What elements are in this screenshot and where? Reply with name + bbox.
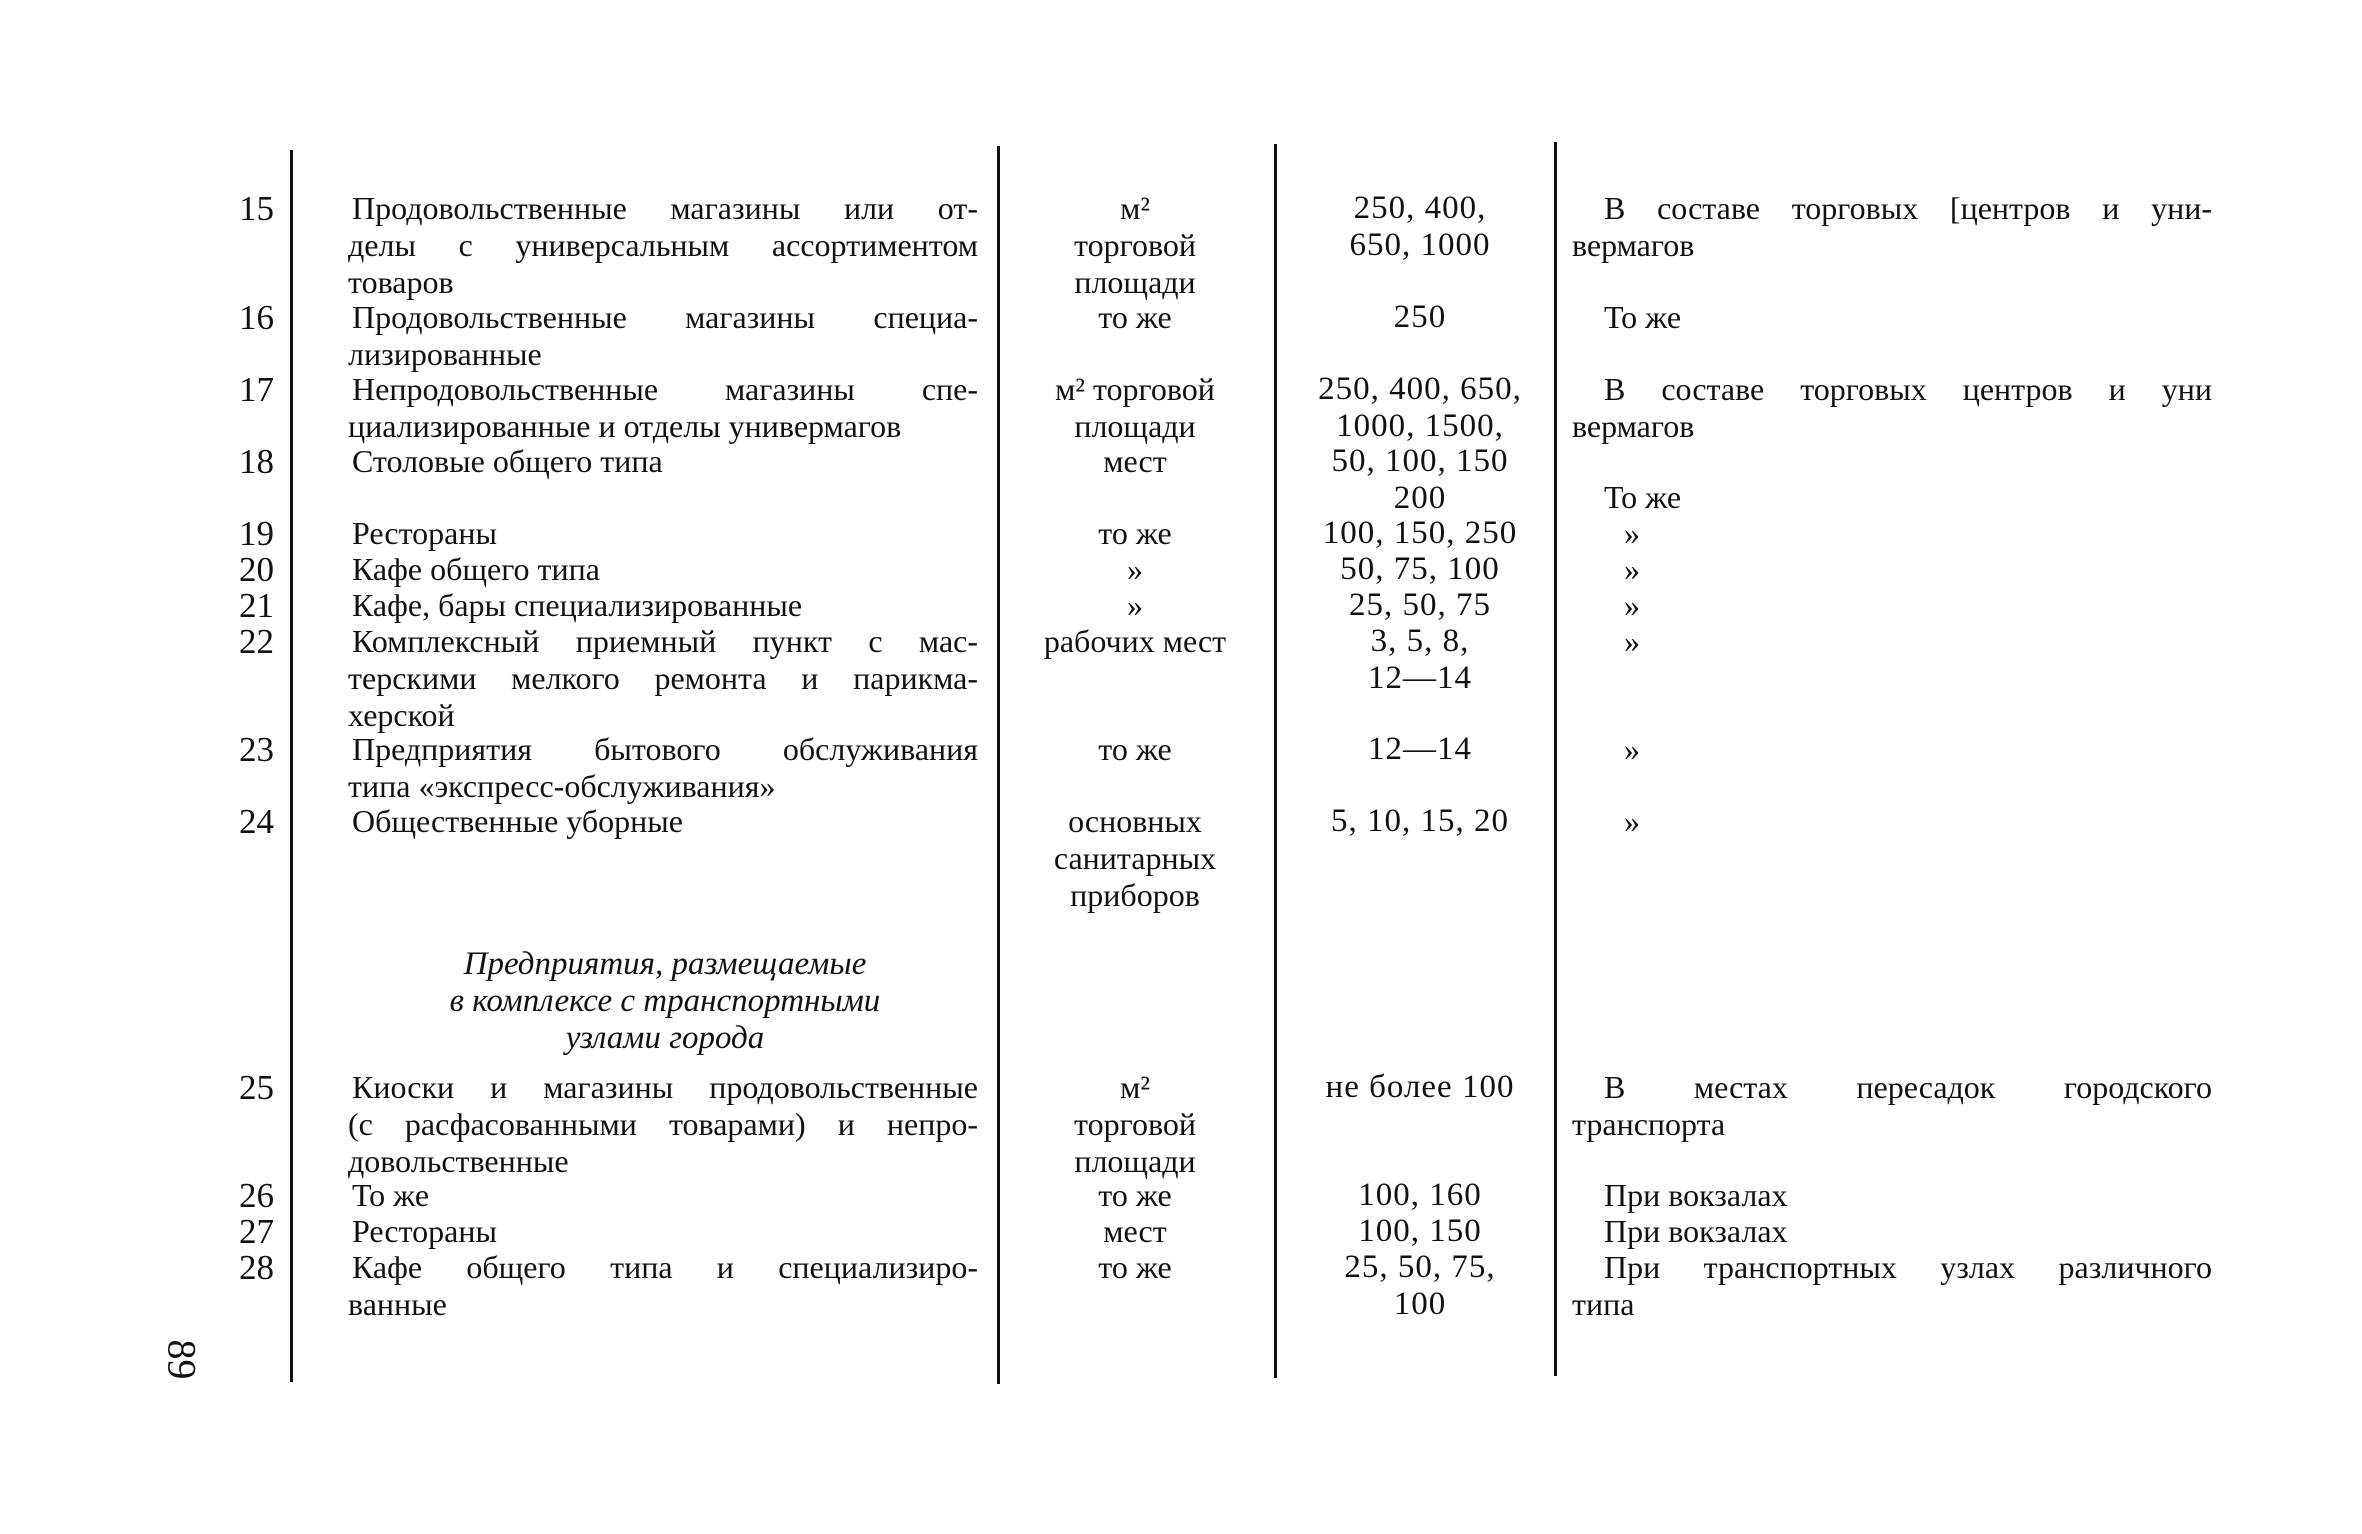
capacity-line: 1000, 1500,: [1336, 408, 1504, 444]
row-unit: [1000, 1213, 1270, 1250]
unit-line: санитарных: [1053, 840, 1217, 876]
row-capacity: [1280, 1177, 1560, 1214]
note-line: То же: [1604, 299, 1682, 335]
unit-line: »: [1127, 551, 1143, 587]
row-description: [348, 1213, 978, 1250]
row-unit: [1000, 299, 1270, 336]
unit-line: площади: [1074, 408, 1196, 444]
section-header-line: в комплексе с транспортными: [449, 983, 881, 1019]
capacity-line: 100, 150, 250: [1322, 515, 1518, 551]
capacity-line: 12—14: [1368, 660, 1472, 696]
description-line: То же: [352, 1177, 430, 1213]
unit-line: площади: [1074, 1143, 1196, 1179]
row-unit: [1000, 803, 1270, 914]
capacity-line: 650, 1000: [1349, 227, 1491, 263]
row-capacity: [1280, 299, 1560, 336]
row-number: 15: [239, 189, 274, 228]
row-note: [1572, 623, 2212, 660]
description-line: типа «экспресс-обслуживания»: [348, 768, 776, 804]
note-line: »: [1624, 731, 1640, 767]
note-line: »: [1624, 587, 1640, 623]
row-capacity: [1280, 443, 1560, 517]
row-number: 26: [239, 1176, 274, 1215]
row-description: [348, 587, 978, 624]
unit-line: то же: [1098, 731, 1172, 767]
section-header-line: узлами города: [565, 1020, 765, 1056]
row-capacity: [1280, 515, 1560, 552]
description-line: лизированные: [348, 336, 542, 372]
row-unit: [1000, 731, 1270, 768]
row-number: 27: [239, 1212, 274, 1251]
description-line: Рестораны: [352, 515, 497, 551]
description-line: терскими мелкого ремонта и парикма-: [348, 660, 978, 696]
capacity-line: 100, 150: [1358, 1213, 1482, 1249]
description-line: (с расфасованными товарами) и непро-: [348, 1106, 978, 1142]
description-line: Непродовольственные магазины спе-: [352, 371, 978, 407]
row-capacity: [1280, 731, 1560, 768]
note-line: То же: [1604, 479, 1682, 515]
note-line: При вокзалах: [1604, 1213, 1788, 1249]
description-line: Комплексный приемный пункт с мас-: [352, 623, 978, 659]
row-capacity: [1280, 190, 1560, 264]
row-number: 20: [239, 550, 274, 589]
row-note: [1572, 587, 2212, 624]
row-description: [348, 623, 978, 734]
row-unit: [1000, 1069, 1270, 1180]
row-unit: [1000, 515, 1270, 552]
capacity-line: 3, 5, 8,: [1370, 623, 1470, 659]
row-number: 17: [239, 370, 274, 409]
section-header-line: Предприятия, размещаемые: [463, 946, 867, 982]
row-number: 24: [239, 802, 274, 841]
description-line: Киоски и магазины продовольственные: [352, 1069, 978, 1105]
description-line: Предприятия бытового обслуживания: [352, 731, 978, 767]
row-unit: [1000, 443, 1270, 480]
row-description: [348, 371, 978, 445]
note-line: типа: [1572, 1286, 1635, 1322]
row-capacity: [1280, 551, 1560, 588]
row-note: [1572, 299, 2212, 336]
note-line: В составе торговых [центров и уни-: [1604, 190, 2212, 226]
row-unit: [1000, 587, 1270, 624]
row-number: 23: [239, 730, 274, 769]
row-unit: [1000, 371, 1270, 445]
note-line: При вокзалах: [1604, 1177, 1788, 1213]
unit-line: »: [1127, 587, 1143, 623]
row-note: [1572, 190, 2212, 264]
capacity-line: 25, 50, 75,: [1344, 1249, 1496, 1285]
row-number: 18: [239, 442, 274, 481]
row-note: [1572, 1069, 2212, 1143]
capacity-line: 250, 400,: [1353, 190, 1487, 226]
row-capacity: [1280, 1249, 1560, 1323]
unit-line: то же: [1098, 299, 1172, 335]
unit-line: торговой: [1074, 227, 1196, 263]
row-unit: [1000, 1177, 1270, 1214]
row-capacity: [1280, 803, 1560, 840]
description-line: Кафе общего типа и специализиро-: [352, 1249, 978, 1285]
unit-line: основных: [1068, 803, 1202, 839]
section-header: [350, 946, 980, 1057]
column-rule-1: [290, 150, 293, 1382]
row-description: [348, 515, 978, 552]
row-capacity: [1280, 1213, 1560, 1250]
row-description: [348, 731, 978, 805]
unit-line: мест: [1103, 443, 1167, 479]
unit-line: приборов: [1070, 877, 1200, 913]
row-description: [348, 803, 978, 840]
row-capacity: [1280, 371, 1560, 445]
capacity-line: 50, 100, 150: [1331, 443, 1509, 479]
row-number: 21: [239, 586, 274, 625]
unit-line: м²: [1120, 1069, 1150, 1105]
description-line: Продовольственные магазины специа-: [352, 299, 978, 335]
row-capacity: [1280, 1069, 1560, 1106]
unit-line: то же: [1098, 1177, 1172, 1213]
row-number: 16: [239, 298, 274, 337]
row-description: [348, 1249, 978, 1323]
description-line: делы с универсальным ассортиментом: [348, 227, 978, 263]
capacity-line: не более 100: [1325, 1069, 1515, 1105]
row-note: [1572, 1213, 2212, 1250]
description-line: Рестораны: [352, 1213, 497, 1249]
row-unit: [1000, 623, 1270, 660]
description-line: херской: [348, 697, 455, 733]
row-note: [1572, 731, 2212, 768]
row-unit: [1000, 551, 1270, 588]
row-note: [1572, 1249, 2212, 1323]
description-line: Столовые общего типа: [352, 443, 663, 479]
row-note: [1572, 371, 2212, 445]
column-rule-3: [1274, 144, 1277, 1378]
description-line: Кафе общего типа: [352, 551, 600, 587]
unit-line: м²: [1120, 190, 1150, 226]
row-note: [1572, 515, 2212, 552]
row-note: [1572, 551, 2212, 588]
row-number: 19: [239, 514, 274, 553]
row-note: [1572, 479, 2212, 516]
capacity-line: 100: [1393, 1286, 1447, 1322]
unit-line: площади: [1074, 264, 1196, 300]
unit-line: м² торговой: [1055, 371, 1215, 407]
row-description: [348, 443, 978, 480]
row-capacity: [1280, 587, 1560, 624]
capacity-line: 100, 160: [1358, 1177, 1482, 1213]
capacity-line: 250: [1393, 299, 1447, 335]
row-description: [348, 299, 978, 373]
description-line: ванные: [348, 1286, 447, 1322]
row-number: 25: [239, 1068, 274, 1107]
unit-line: рабочих мест: [1043, 623, 1227, 659]
unit-line: то же: [1098, 515, 1172, 551]
note-line: В составе торговых центров и уни: [1604, 371, 2212, 407]
note-line: вермагов: [1572, 227, 1695, 263]
row-unit: [1000, 190, 1270, 301]
row-note: [1572, 1177, 2212, 1214]
row-description: [348, 190, 978, 301]
row-note: [1572, 803, 2212, 840]
page-number: 89: [159, 1339, 205, 1380]
note-line: »: [1624, 623, 1640, 659]
note-line: При транспортных узлах различного: [1604, 1249, 2212, 1285]
note-line: вермагов: [1572, 408, 1695, 444]
note-line: транспорта: [1572, 1106, 1726, 1142]
note-line: В местах пересадок городского: [1604, 1069, 2212, 1105]
unit-line: то же: [1098, 1249, 1172, 1285]
capacity-line: 250, 400, 650,: [1318, 371, 1522, 407]
capacity-line: 50, 75, 100: [1340, 551, 1500, 587]
description-line: Продовольственные магазины или от-: [352, 190, 978, 226]
description-line: довольственные: [348, 1143, 569, 1179]
unit-line: мест: [1103, 1213, 1167, 1249]
row-number: 28: [239, 1248, 274, 1287]
description-line: Общественные уборные: [352, 803, 683, 839]
unit-line: торговой: [1074, 1106, 1196, 1142]
note-line: »: [1624, 551, 1640, 587]
note-line: »: [1624, 515, 1640, 551]
row-description: [348, 1069, 978, 1180]
row-description: [348, 1177, 978, 1214]
description-line: Кафе, бары специализированные: [352, 587, 803, 623]
row-number: 22: [239, 622, 274, 661]
row-description: [348, 551, 978, 588]
description-line: циализированные и отделы универмагов: [348, 408, 902, 444]
capacity-line: 25, 50, 75: [1349, 587, 1491, 623]
note-line: »: [1624, 803, 1640, 839]
capacity-line: 12—14: [1368, 731, 1472, 767]
row-unit: [1000, 1249, 1270, 1286]
capacity-line: 200: [1393, 480, 1447, 516]
description-line: товаров: [348, 264, 454, 300]
capacity-line: 5, 10, 15, 20: [1331, 803, 1509, 839]
row-capacity: [1280, 623, 1560, 697]
